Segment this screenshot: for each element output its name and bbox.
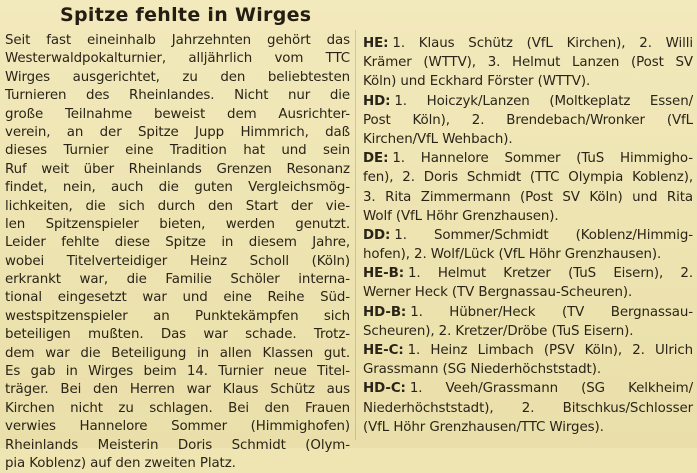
result-line <box>363 283 693 302</box>
result-text: 1. Hoiczyk/Lanzen (Moltkeplatz Essen/ <box>394 93 693 109</box>
category-label: HD-C: <box>363 381 406 397</box>
category-label: HE: <box>363 36 389 51</box>
category-label: DD: <box>363 227 391 243</box>
article-text-line: Westerwaldpokalturnier, alljährlich vom TTC <box>5 51 350 67</box>
result-line <box>363 245 693 264</box>
article-text-line: träger. Bei den Herren war Klaus Schütz aus <box>5 382 350 398</box>
article-text-line: Es gab in Wirges beim 14. Turnier neue Titel- <box>5 364 350 380</box>
article-text-line: findet, nein, auch die guten Vergleichsmög- <box>5 180 350 196</box>
article-text-line: Rheinlands Meisterin Doris Schmidt (Olym- <box>5 437 350 453</box>
result-line <box>363 322 693 341</box>
article-text-line: Ruf weit über Rheinlands Grenzen Resonanz <box>5 161 350 177</box>
article-text-line: verein, an der Spitze Jupp Himmrich, daß <box>5 124 350 140</box>
column-divider <box>355 30 356 440</box>
article-text-line: verwies Hannelore Sommer (Himmighofen) <box>5 419 350 435</box>
result-line <box>363 53 693 72</box>
result-text: Werner Heck (TV Bergnassau-Scheuren). <box>363 285 633 301</box>
article-text-line: Leider fehlte diese Spitze in diesem Jahre, <box>5 235 350 251</box>
result-line <box>363 130 693 149</box>
result-text: Niederhöchststadt), 2. Bitschkus/Schlosser <box>363 400 693 416</box>
result-line <box>363 72 693 91</box>
article-text-line: große Teilnahme beweist dem Ausrichter- <box>5 106 350 122</box>
result-line <box>363 34 693 53</box>
article-text-line: lichkeiten, die sich durch den Start der vie- <box>5 198 350 214</box>
result-text: Post Köln), 2. Brendebach/Wronker (VfL <box>363 112 693 128</box>
result-line <box>363 341 693 360</box>
article-text-line: wobei Titelverteidiger Heinz Scholl (Köln) <box>5 253 350 269</box>
result-line <box>363 399 693 418</box>
category-label: DE: <box>363 151 389 167</box>
result-line <box>363 379 693 398</box>
result-line <box>363 418 693 437</box>
result-text: fen), 2. Doris Schmidt (TTC Olympia Koblenz), <box>363 170 693 186</box>
result-text: 1. Klaus Schütz (VfL Kirchen), 2. Willi <box>392 36 693 51</box>
result-line <box>363 188 693 207</box>
category-label: HD-B: <box>363 304 407 320</box>
result-line <box>363 111 693 130</box>
category-label: HE-B: <box>363 266 404 282</box>
article-text-line: dieses Turnier eine Tradition hat und sein <box>5 143 350 159</box>
result-text: Krämer (WTTV), 3. Helmut Lanzen (Post SV <box>363 55 693 71</box>
result-text: 1. Sommer/Schmidt (Koblenz/Himmig- <box>394 227 693 243</box>
result-line <box>363 207 693 226</box>
article-text-line: Turnieren des Rheinlandes. Nicht nur die <box>5 88 350 104</box>
category-label: HE-C: <box>363 343 404 358</box>
article-text-line: erkrankt war, die Familie Schöler interna- <box>5 272 350 288</box>
results-right-column <box>363 34 693 437</box>
article-title: Spitze fehlte in Wirges <box>60 4 312 26</box>
article-text-line: dem war die Beteiligung in allen Klassen gut. <box>5 345 350 361</box>
article-text-line: tional eingesetzt war und eine Reihe Süd- <box>5 290 350 306</box>
result-text: 3. Rita Zimmermann (Post SV Köln) und Rita <box>363 189 693 205</box>
result-text: 1. Helmut Kretzer (TuS Eisern), 2. <box>407 266 693 282</box>
result-text: 1. Heinz Limbach (PSV Köln), 2. Ulrich <box>407 343 693 358</box>
result-line <box>363 303 693 322</box>
article-text-line: beteiligen mußten. Das war schade. Trotz- <box>5 327 350 343</box>
result-text: 1. Hübner/Heck (TV Bergnassau- <box>410 304 693 320</box>
result-line <box>363 360 693 379</box>
result-line <box>363 226 693 245</box>
result-line <box>363 92 693 111</box>
article-text-line: len Spitzenspieler bieten, werden genutzt. <box>5 216 350 232</box>
result-line <box>363 264 693 283</box>
result-text: 1. Hannelore Sommer (TuS Himmigho- <box>392 151 693 167</box>
article-text-line: pia Koblenz) auf den zweiten Platz. <box>5 455 236 471</box>
result-text: Kirchen/VfL Wehbach). <box>363 131 513 147</box>
article-body-left-column <box>5 32 350 473</box>
result-text: hofen), 2. Wolf/Lück (VfL Höhr Grenzhausen). <box>363 247 662 263</box>
article-text-line: Kirchen nicht zu schlagen. Bei den Frauen <box>5 400 350 416</box>
article-text-line: westspitzenspieler an Punktekämpfen sich <box>5 308 350 324</box>
result-text: Köln) und Eckhard Förster (WTTV). <box>363 74 591 90</box>
article-text-line: Wirges ausgerichtet, zu den beliebtesten <box>5 69 350 85</box>
result-text: Scheuren), 2. Kretzer/Dröbe (TuS Eisern). <box>363 323 634 339</box>
category-label: HD: <box>363 93 391 109</box>
result-text: 1. Veeh/Grassmann (SG Kelkheim/ <box>409 381 693 397</box>
result-text: (VfL Höhr Grenzhausen/TTC Wirges). <box>363 419 604 435</box>
result-line <box>363 168 693 187</box>
result-line <box>363 149 693 168</box>
result-text: Wolf (VfL Höhr Grenzhausen). <box>363 208 559 224</box>
article-text-line: Seit fast eineinhalb Jahrzehnten gehört das <box>5 33 350 48</box>
result-text: Grassmann (SG Niederhöchststadt). <box>363 362 601 378</box>
